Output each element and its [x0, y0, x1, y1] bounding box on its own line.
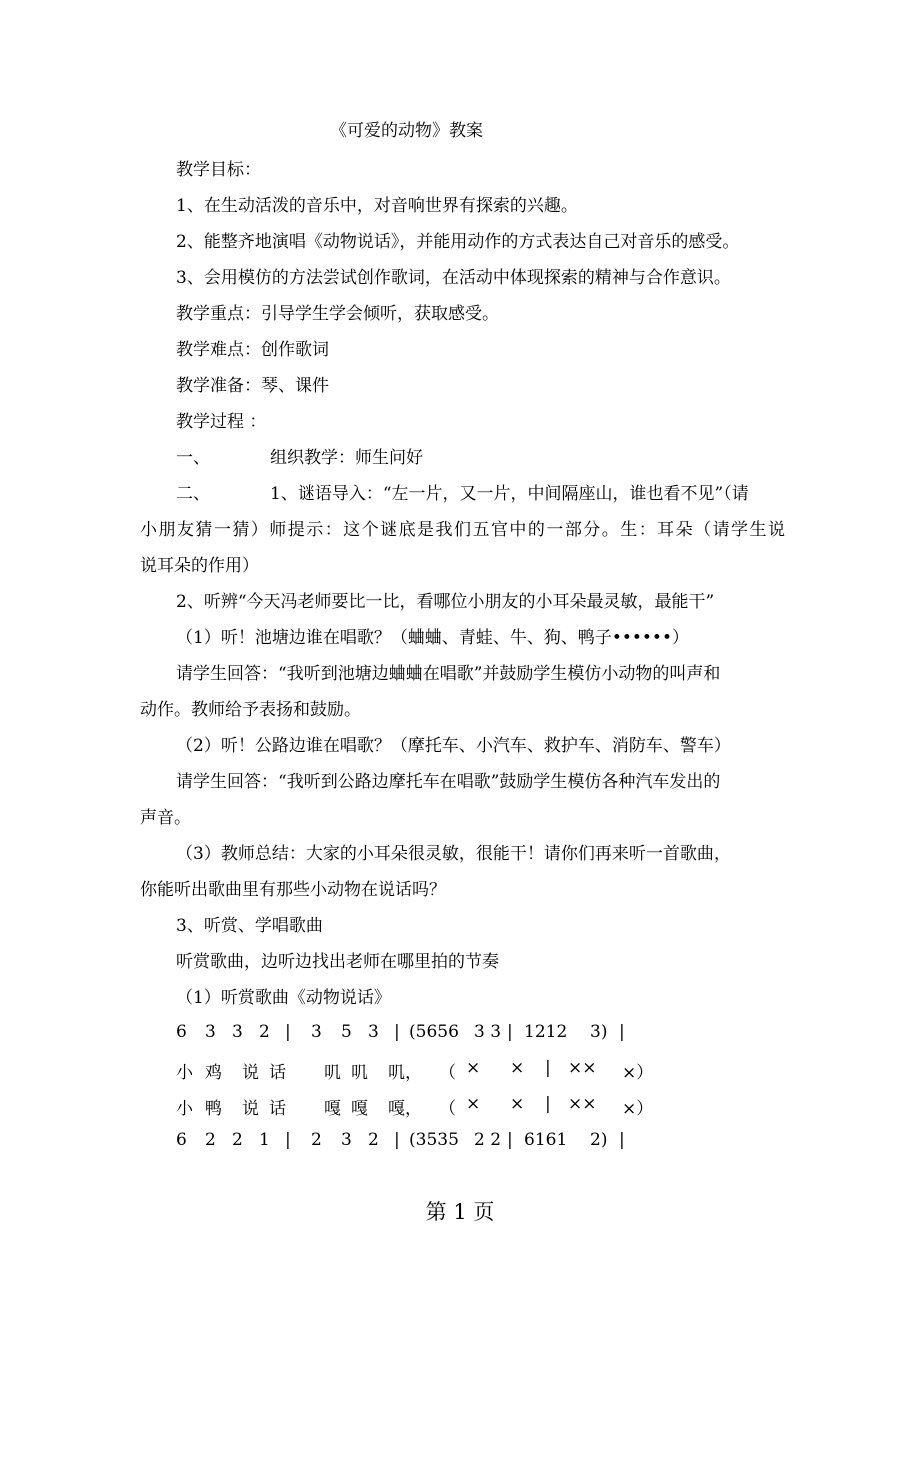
step-2 [140, 476, 785, 512]
score-note: (5656 [409, 1022, 459, 1042]
score-note: 6 [176, 1130, 187, 1150]
score-note: 5 [341, 1022, 352, 1042]
score-lyric: 嘎 [351, 1099, 368, 1119]
question-1: （1）听！池塘边谁在唱歌？（蛐蛐、青蛙、牛、狗、鸭子••••••） [176, 628, 689, 648]
score-note: 2 [259, 1022, 270, 1042]
score-lyric: 嘎 [324, 1099, 341, 1119]
song-title-line: （1）听赏歌曲《动物说话》 [176, 988, 391, 1008]
score-lyric: （ [439, 1063, 456, 1083]
score-note: 3 [232, 1022, 243, 1042]
score-note: (3535 [409, 1130, 459, 1150]
score-barline: | [507, 1022, 513, 1042]
score-barline: | [285, 1130, 291, 1150]
score-barline: | [285, 1022, 291, 1042]
score-barline: | [545, 1058, 551, 1078]
score-note: 3 [205, 1022, 216, 1042]
listen-heading: 2、听辨“今天冯老师要比一比，看哪位小朋友的小耳朵最灵敏，最能干” [176, 592, 715, 612]
score-lyric: × [466, 1058, 481, 1078]
step-2-continuation: 说耳朵的作用） [140, 556, 259, 576]
step-number: 一、 [176, 448, 210, 468]
answer-2-continuation: 声音。 [140, 808, 191, 828]
score-lyric: 话 [269, 1063, 286, 1083]
song-instruction: 听赏歌曲，边听边找出老师在哪里拍的节奏 [176, 952, 499, 972]
score-note: 3) [590, 1022, 608, 1042]
document-title: 《可爱的动物》教案 [330, 121, 483, 141]
score-barline: | [394, 1022, 400, 1042]
goal-item: 3、会用模仿的方法尝试创作歌词，在活动中体现探索的精神与合作意识。 [176, 268, 731, 288]
song-heading: 3、听赏、学唱歌曲 [176, 916, 323, 936]
answer-1: 请学生回答：“我听到池塘边蛐蛐在唱歌”并鼓励学生模仿小动物的叫声和 [176, 664, 721, 684]
score-lyric: ×× [568, 1094, 597, 1114]
key-point: 教学重点：引导学生学会倾听，获取感受。 [176, 304, 499, 324]
score-note: 1212 [524, 1022, 568, 1042]
score-lyric: 叽 [324, 1063, 341, 1083]
process-heading: 教学过程 ： [176, 412, 267, 432]
score-barline: | [394, 1130, 400, 1150]
score-note: 2 [368, 1130, 379, 1150]
score-note: 3 [311, 1022, 322, 1042]
score-lyric: 小 [176, 1099, 193, 1119]
difficulty: 教学难点：创作歌词 [176, 340, 329, 360]
score-barline: | [545, 1094, 551, 1114]
score-lyric: ×） [622, 1063, 654, 1083]
score-lyric: ×× [568, 1058, 597, 1078]
score-lyric: × [466, 1094, 481, 1114]
score-lyric: 鸡 [205, 1063, 222, 1083]
answer-1-continuation: 动作。教师给予表扬和鼓励。 [140, 700, 361, 720]
score-note: 2) [590, 1130, 608, 1150]
score-lyric: 说 [242, 1063, 259, 1083]
score-lyric: 叽， [388, 1063, 422, 1083]
step-2-continuation: 小朋友猜一猜）师提示：这个谜底是我们五官中的一部分。生：耳朵（请学生说 [140, 520, 785, 540]
step-text: 组织教学：师生问好 [270, 448, 423, 468]
step-text: 1、谜语导入：“左一片，又一片，中间隔座山，谁也看不见”（请 [270, 484, 749, 504]
score-barline: | [619, 1130, 625, 1150]
body-text [140, 152, 785, 1016]
score-lyric: 说 [242, 1099, 259, 1119]
score-note: 3 3 [474, 1022, 502, 1042]
score-note: 2 [205, 1130, 216, 1150]
score-lyric: 鸭 [205, 1099, 222, 1119]
step-number: 二、 [176, 484, 210, 504]
score-lyric: × [510, 1058, 525, 1078]
score-note: 2 [311, 1130, 322, 1150]
score-note: 6 [176, 1022, 187, 1042]
step-1 [140, 440, 785, 476]
goal-item: 1、在生动活泼的音乐中，对音响世界有探索的兴趣。 [176, 196, 578, 216]
answer-2: 请学生回答：“我听到公路边摩托车在唱歌”鼓励学生模仿各种汽车发出的 [176, 772, 721, 792]
page-number: 第 1 页 [425, 1200, 495, 1224]
score-lyric: 叽 [351, 1063, 368, 1083]
score-barline: | [507, 1130, 513, 1150]
score-lyric: 话 [269, 1099, 286, 1119]
score-lyric: 小 [176, 1063, 193, 1083]
score-note: 3 [341, 1130, 352, 1150]
score-lyric: 嘎， [388, 1099, 422, 1119]
score-lyric: ×） [622, 1099, 654, 1119]
score-note: 3 [368, 1022, 379, 1042]
score-lyric: × [510, 1094, 525, 1114]
goal-item: 2、能整齐地演唱《动物说话》，并能用动作的方式表达自己对音乐的感受。 [176, 232, 740, 252]
goals-heading: 教学目标： [176, 160, 261, 180]
score-note: 6161 [524, 1130, 568, 1150]
score-barline: | [619, 1022, 625, 1042]
question-3-continuation: 你能听出歌曲里有那些小动物在说话吗？ [140, 880, 446, 900]
question-3: （3）教师总结：大家的小耳朵很灵敏，很能干！请你们再来听一首歌曲， [176, 844, 731, 864]
score-note: 1 [259, 1130, 270, 1150]
question-2: （2）听！公路边谁在唱歌？（摩托车、小汽车、救护车、消防车、警车） [176, 736, 731, 756]
score-note: 2 [232, 1130, 243, 1150]
score-note: 2 2 [474, 1130, 502, 1150]
score-lyric: （ [439, 1099, 456, 1119]
preparation: 教学准备：琴、课件 [176, 376, 329, 396]
